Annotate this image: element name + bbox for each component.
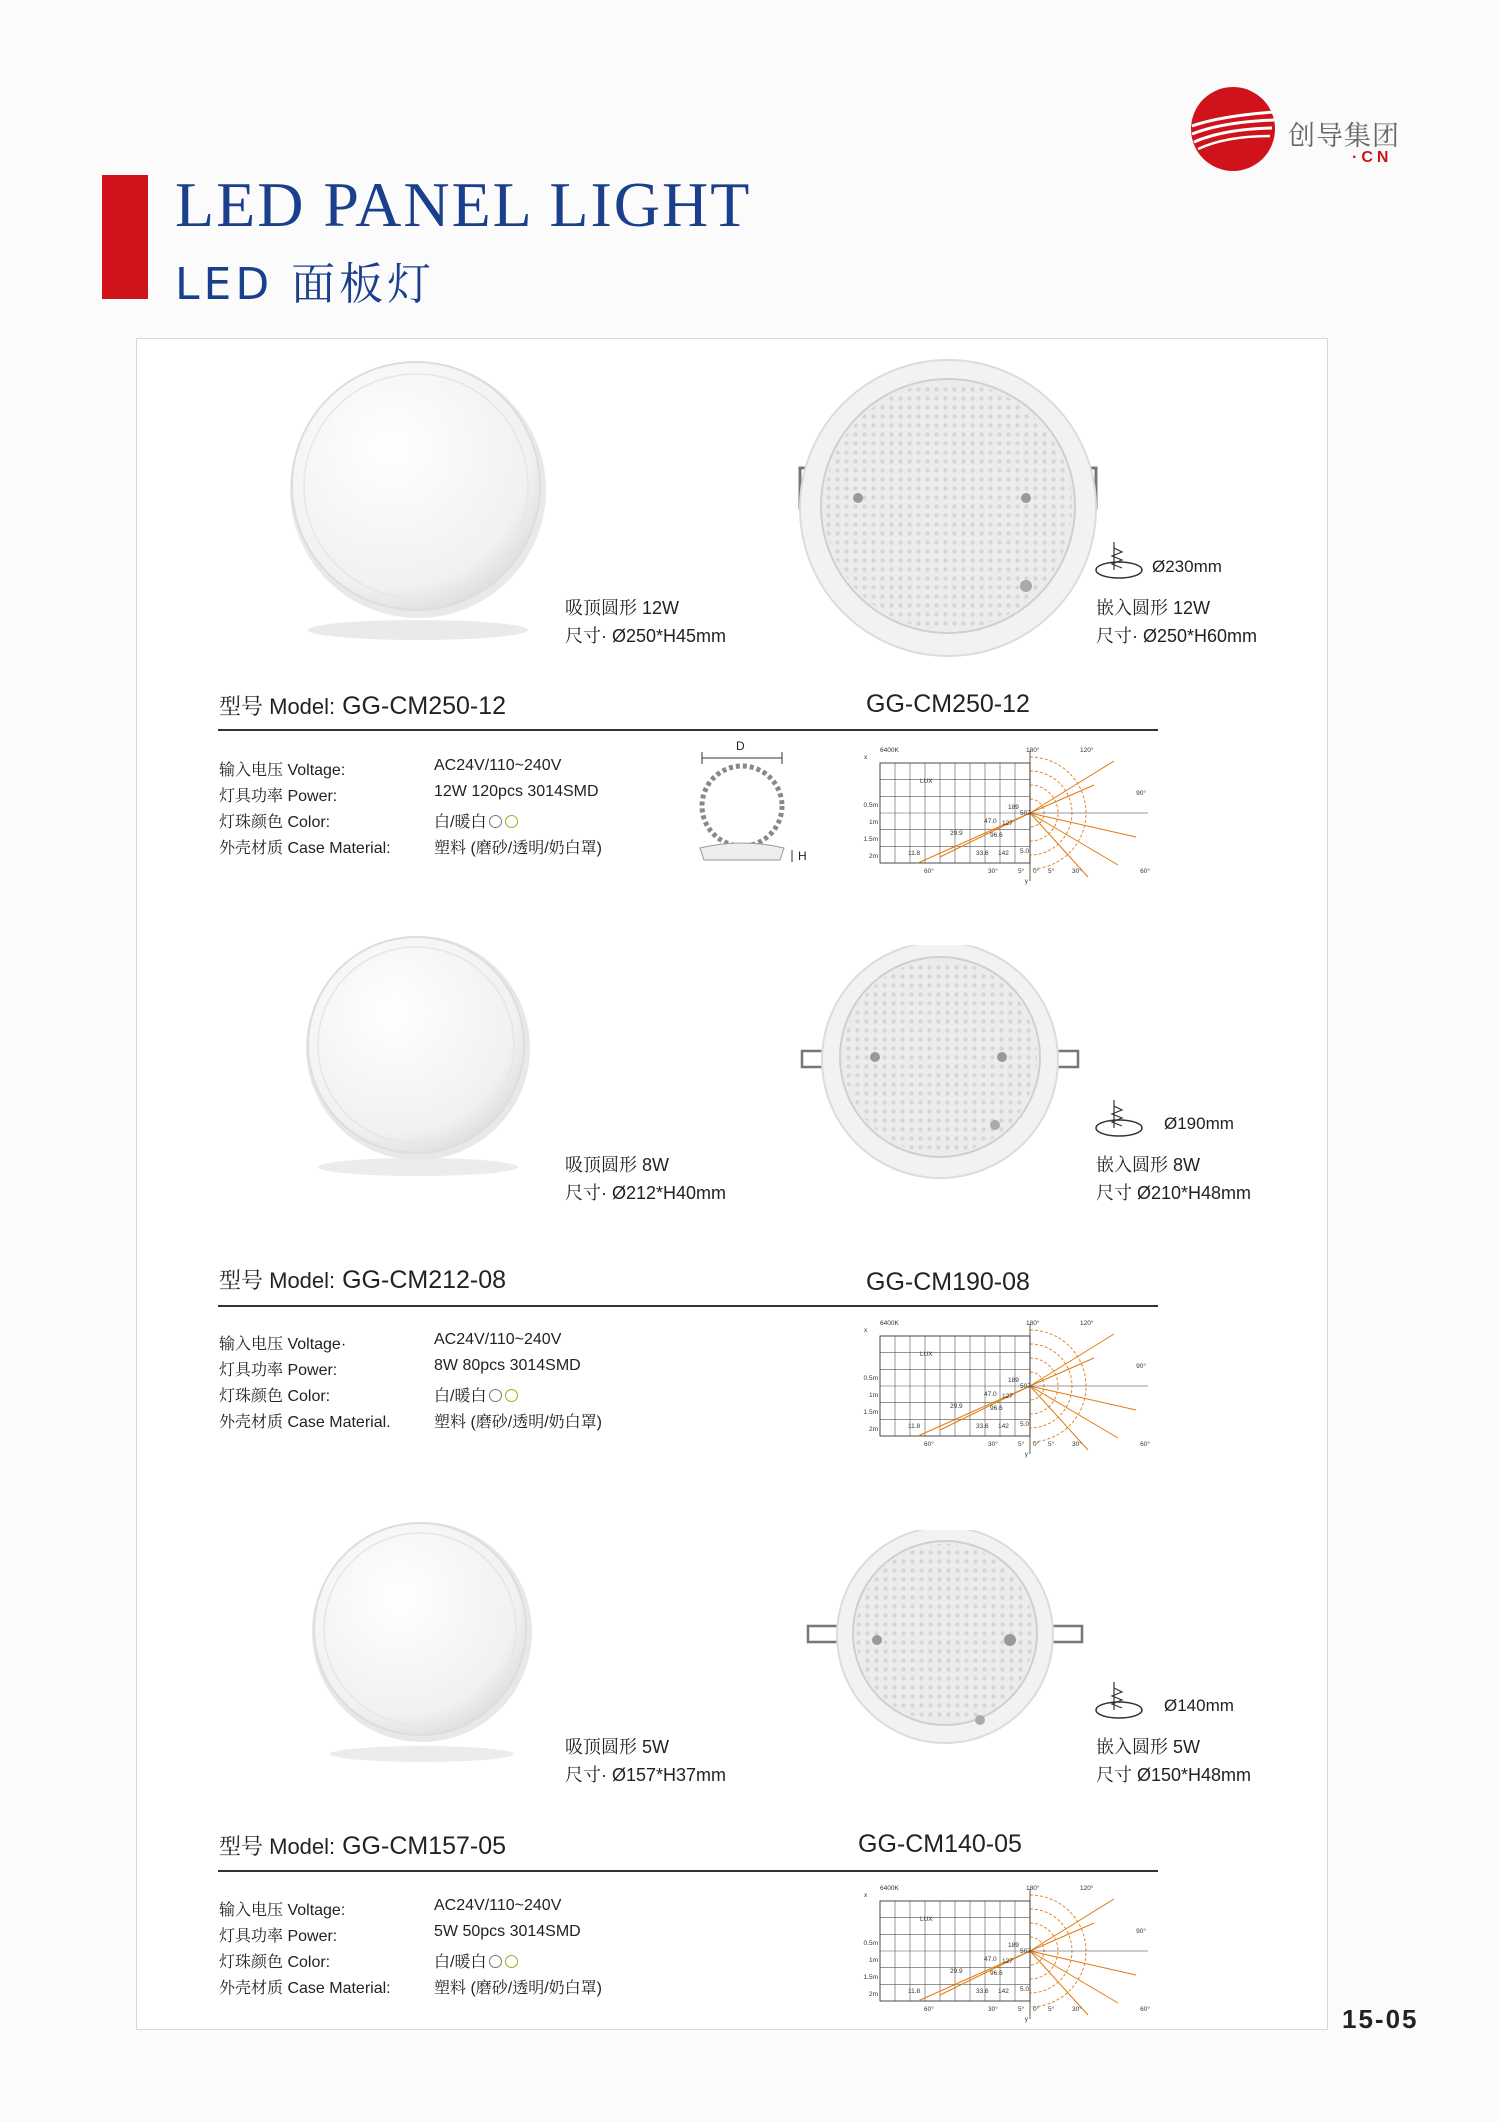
angle-label: 30°: [1072, 868, 1082, 875]
lux-value-label: 96.6: [990, 832, 1003, 839]
angle-label: 60°: [1140, 1441, 1150, 1448]
spec-table: [219, 1897, 669, 2001]
lux-value-label: 47.0: [984, 1956, 997, 1963]
page-title: LED PANEL LIGHT: [175, 169, 752, 240]
spec-key: 灯珠颜色 Color:: [219, 1388, 331, 1405]
angle-label: 120°: [1080, 1885, 1094, 1892]
angle-label: 90°: [1136, 1928, 1146, 1935]
surface-type: 吸顶圆形 12W: [565, 598, 680, 618]
spec-key: 灯具功率 Power:: [219, 1362, 338, 1379]
lux-value-label: 507: [1020, 810, 1031, 817]
angle-label: 60°: [924, 868, 934, 875]
model-number-left: [219, 1264, 506, 1295]
angle-label: 180°: [1026, 1320, 1040, 1327]
warm-white-color-icon: [505, 1389, 518, 1402]
surface-type-label: [565, 1733, 726, 1789]
model-number-left: [219, 1830, 506, 1861]
surface-type: 吸顶圆形 8W: [565, 1155, 670, 1175]
model-label: 型号 Model:: [219, 1268, 336, 1293]
recessed-type: 嵌入圆形 8W: [1096, 1155, 1201, 1175]
section-divider: [218, 1870, 1158, 1872]
spec-table: [219, 757, 669, 861]
warm-white-color-icon: [505, 1955, 518, 1968]
model-number-left: [219, 690, 506, 721]
model-code: GG-CM157-05: [342, 1832, 507, 1860]
surface-type-label: [565, 594, 726, 650]
lux-value-label: 29.9: [950, 830, 963, 837]
beam-line: [918, 1386, 1030, 1436]
distance-label: 1.5m: [863, 836, 878, 843]
cutout-diagram-icon: [1094, 540, 1144, 580]
spec-row-color: [219, 1383, 669, 1409]
angle-label: 5°: [1018, 1441, 1025, 1448]
recessed-panel-lamp-image: [788, 358, 1108, 658]
distance-label: 1m: [868, 1957, 878, 1964]
beam-line: [1030, 1899, 1114, 1951]
angle-label: 60°: [1140, 2006, 1150, 2013]
distance-label: 0.5m: [863, 1940, 878, 1947]
lux-value-label: 11.8: [908, 1423, 921, 1430]
recessed-type-label: [1096, 594, 1257, 650]
lux-label: LUX: [920, 1916, 933, 1923]
page-number: 15-05: [1342, 2004, 1419, 2034]
angle-label: 90°: [1136, 790, 1146, 797]
section-divider: [218, 1305, 1158, 1307]
distance-label: 2m: [868, 1426, 878, 1433]
lux-value-label: 47.0: [984, 818, 997, 825]
lux-label: LUX: [920, 778, 933, 785]
distance-label: 1m: [868, 819, 878, 826]
surface-type: 吸顶圆形 5W: [565, 1737, 670, 1757]
spec-key: 输入电压 Voltage:: [219, 762, 346, 779]
model-label: 型号 Model:: [219, 1834, 336, 1859]
spec-key: 外壳材质 Case Material.: [219, 1414, 391, 1431]
angle-label: 0°: [1033, 2006, 1040, 2013]
model-code: GG-CM250-12: [342, 692, 507, 720]
angle-label: 120°: [1080, 747, 1094, 754]
surface-panel-lamp-image: [288, 935, 550, 1185]
brand-logo-icon: [1190, 86, 1276, 172]
lux-value-label: 11.8: [908, 1988, 921, 1995]
spec-value: AC24V/110~240V: [434, 1331, 562, 1348]
lux-value-label: 33.6: [976, 1988, 989, 1995]
distance-label: 0.5m: [863, 1375, 878, 1382]
angle-label: 5°: [1048, 2006, 1055, 2013]
angle-label: 5°: [1018, 868, 1025, 875]
angle-label: 180°: [1026, 1885, 1040, 1892]
x-axis-label: x: [864, 1327, 868, 1334]
spec-row-power: [219, 1357, 669, 1383]
cutout-diagram-icon: [1094, 1680, 1144, 1720]
recessed-size: 尺寸 Ø210*H48mm: [1096, 1183, 1252, 1203]
angle-label: 180°: [1026, 747, 1040, 754]
spec-value: 塑料 (磨砂/透明/奶白罩): [434, 1414, 602, 1431]
spec-row-voltage: [219, 1331, 669, 1357]
angle-label: 30°: [988, 868, 998, 875]
angle-label: 30°: [1072, 1441, 1082, 1448]
spec-key: 灯具功率 Power:: [219, 1928, 338, 1945]
dimension-schematic: [692, 738, 832, 870]
distance-label: 2m: [868, 1991, 878, 1998]
beam-line: [1030, 761, 1114, 813]
lux-value-label: 127: [1002, 1393, 1013, 1400]
recessed-size: 尺寸 Ø150*H48mm: [1096, 1765, 1252, 1785]
lux-value-label: 127: [1002, 820, 1013, 827]
lux-value-label: 5.0: [1020, 848, 1030, 855]
lux-value-label: 189: [1008, 804, 1019, 811]
light-distribution-chart: [858, 1883, 1158, 2023]
lux-value-label: 29.9: [950, 1968, 963, 1975]
surface-panel-lamp-image: [300, 1522, 546, 1772]
spec-value: 白/暖白: [434, 1388, 487, 1405]
spec-key: 输入电压 Voltage:: [219, 1902, 346, 1919]
brand-name: 创导集团: [1288, 121, 1400, 151]
lux-value-label: 507: [1020, 1948, 1031, 1955]
surface-size: 尺寸· Ø250*H45mm: [565, 626, 727, 646]
spec-value: 塑料 (磨砂/透明/奶白罩): [434, 1980, 602, 1997]
lux-value-label: 33.6: [976, 850, 989, 857]
white-color-icon: [489, 815, 502, 828]
beam-line: [918, 813, 1030, 863]
lux-value-label: 5.0: [1020, 1421, 1030, 1428]
angle-label: 5°: [1048, 1441, 1055, 1448]
cct-label: 6400K: [880, 747, 899, 754]
recessed-type-label: [1096, 1733, 1251, 1789]
lux-value-label: 142: [998, 1423, 1009, 1430]
white-color-icon: [489, 1955, 502, 1968]
cutout-diameter: Ø230mm: [1152, 557, 1222, 576]
angle-label: 0°: [1033, 868, 1040, 875]
lux-value-label: 29.9: [950, 1403, 963, 1410]
recessed-type: 嵌入圆形 12W: [1096, 598, 1211, 618]
lux-value-label: 142: [998, 850, 1009, 857]
recessed-size: 尺寸· Ø250*H60mm: [1096, 626, 1258, 646]
surface-size: 尺寸· Ø157*H37mm: [565, 1765, 727, 1785]
cutout-diameter: Ø190mm: [1164, 1114, 1234, 1133]
distance-label: 0.5m: [863, 802, 878, 809]
y-axis-label: y: [1024, 2016, 1028, 2023]
model-label: 型号 Model:: [219, 694, 336, 719]
lux-value-label: 47.0: [984, 1391, 997, 1398]
lux-value-label: 507: [1020, 1383, 1031, 1390]
beam-line: [1030, 813, 1118, 865]
white-color-icon: [489, 1389, 502, 1402]
beam-line: [1030, 1386, 1136, 1410]
recessed-panel-lamp-image: [790, 945, 1090, 1200]
light-distribution-chart: [858, 1318, 1158, 1458]
beam-line: [1030, 1951, 1118, 2003]
angle-label: 0°: [1033, 1441, 1040, 1448]
spec-table: [219, 1331, 669, 1435]
lux-value-label: 96.6: [990, 1970, 1003, 1977]
angle-label: 120°: [1080, 1320, 1094, 1327]
lux-value-label: 189: [1008, 1377, 1019, 1384]
model-code: GG-CM212-08: [342, 1266, 507, 1294]
brand-suffix: ·CN: [1352, 149, 1393, 166]
spec-row-color: [219, 809, 669, 835]
recessed-panel-lamp-image: [800, 1530, 1090, 1760]
spec-key: 输入电压 Voltage·: [219, 1336, 347, 1353]
spec-value: 白/暖白: [434, 1954, 487, 1971]
y-axis-label: y: [1024, 878, 1028, 885]
spec-key: 外壳材质 Case Material:: [219, 1980, 391, 1997]
angle-label: 5°: [1018, 2006, 1025, 2013]
spec-value: 8W 80pcs 3014SMD: [434, 1357, 581, 1374]
surface-type-label: [565, 1151, 726, 1207]
beam-line: [1030, 1923, 1094, 1951]
model-number-right: GG-CM250-12: [866, 690, 1030, 718]
warm-white-color-icon: [505, 815, 518, 828]
distance-label: 2m: [868, 853, 878, 860]
distance-label: 1.5m: [863, 1974, 878, 1981]
spec-row-voltage: [219, 1897, 669, 1923]
spec-row-voltage: [219, 757, 669, 783]
angle-label: 60°: [924, 2006, 934, 2013]
spec-key: 灯珠颜色 Color:: [219, 814, 331, 831]
recessed-type-label: [1096, 1151, 1251, 1207]
spec-row-power: [219, 1923, 669, 1949]
angle-label: 30°: [1072, 2006, 1082, 2013]
beam-line: [1030, 785, 1094, 813]
spec-value: 塑料 (磨砂/透明/奶白罩): [434, 840, 602, 857]
section-divider: [218, 729, 1158, 731]
lux-label: LUX: [920, 1351, 933, 1358]
lux-value-label: 127: [1002, 1958, 1013, 1965]
distance-label: 1m: [868, 1392, 878, 1399]
light-distribution-chart: [858, 745, 1158, 885]
y-axis-label: y: [1024, 1451, 1028, 1458]
surface-size: 尺寸· Ø212*H40mm: [565, 1183, 727, 1203]
beam-line: [1030, 1358, 1094, 1386]
x-axis-label: x: [864, 754, 868, 761]
cutout-diagram-icon: [1094, 1098, 1144, 1138]
lux-value-label: 142: [998, 1988, 1009, 1995]
spec-value: 5W 50pcs 3014SMD: [434, 1923, 581, 1940]
spec-row-material: [219, 835, 669, 861]
spec-value: AC24V/110~240V: [434, 1897, 562, 1914]
spec-key: 灯珠颜色 Color:: [219, 1954, 331, 1971]
spec-row-power: [219, 783, 669, 809]
model-number-right: GG-CM190-08: [866, 1268, 1030, 1296]
beam-line: [1030, 1951, 1136, 1975]
schematic-d-label: D: [736, 739, 745, 753]
angle-label: 30°: [988, 2006, 998, 2013]
spec-row-color: [219, 1949, 669, 1975]
angle-label: 60°: [924, 1441, 934, 1448]
angle-label: 90°: [1136, 1363, 1146, 1370]
beam-line: [918, 1951, 1030, 2001]
title-accent-bar: [102, 175, 148, 299]
angle-label: 5°: [1048, 868, 1055, 875]
spec-key: 灯具功率 Power:: [219, 788, 338, 805]
lux-value-label: 33.6: [976, 1423, 989, 1430]
spec-key: 外壳材质 Case Material:: [219, 840, 391, 857]
page-subtitle: LED 面板灯: [175, 259, 436, 310]
recessed-type: 嵌入圆形 5W: [1096, 1737, 1201, 1757]
lux-value-label: 5.0: [1020, 1986, 1030, 1993]
x-axis-label: x: [864, 1892, 868, 1899]
distance-label: 1.5m: [863, 1409, 878, 1416]
spec-row-material: [219, 1975, 669, 2001]
spec-value: 12W 120pcs 3014SMD: [434, 783, 599, 800]
angle-label: 60°: [1140, 868, 1150, 875]
spec-value: 白/暖白: [434, 814, 487, 831]
beam-line: [1030, 1386, 1118, 1438]
angle-label: 30°: [988, 1441, 998, 1448]
cutout-diameter: Ø140mm: [1164, 1696, 1234, 1715]
beam-line: [1030, 813, 1136, 837]
model-number-right: GG-CM140-05: [858, 1830, 1022, 1858]
spec-value: AC24V/110~240V: [434, 757, 562, 774]
schematic-h-label: H: [798, 849, 807, 863]
beam-line: [1030, 1334, 1114, 1386]
lux-value-label: 96.6: [990, 1405, 1003, 1412]
spec-row-material: [219, 1409, 669, 1435]
lux-value-label: 189: [1008, 1942, 1019, 1949]
lux-value-label: 11.8: [908, 850, 921, 857]
cct-label: 6400K: [880, 1320, 899, 1327]
surface-panel-lamp-image: [278, 360, 558, 650]
cct-label: 6400K: [880, 1885, 899, 1892]
